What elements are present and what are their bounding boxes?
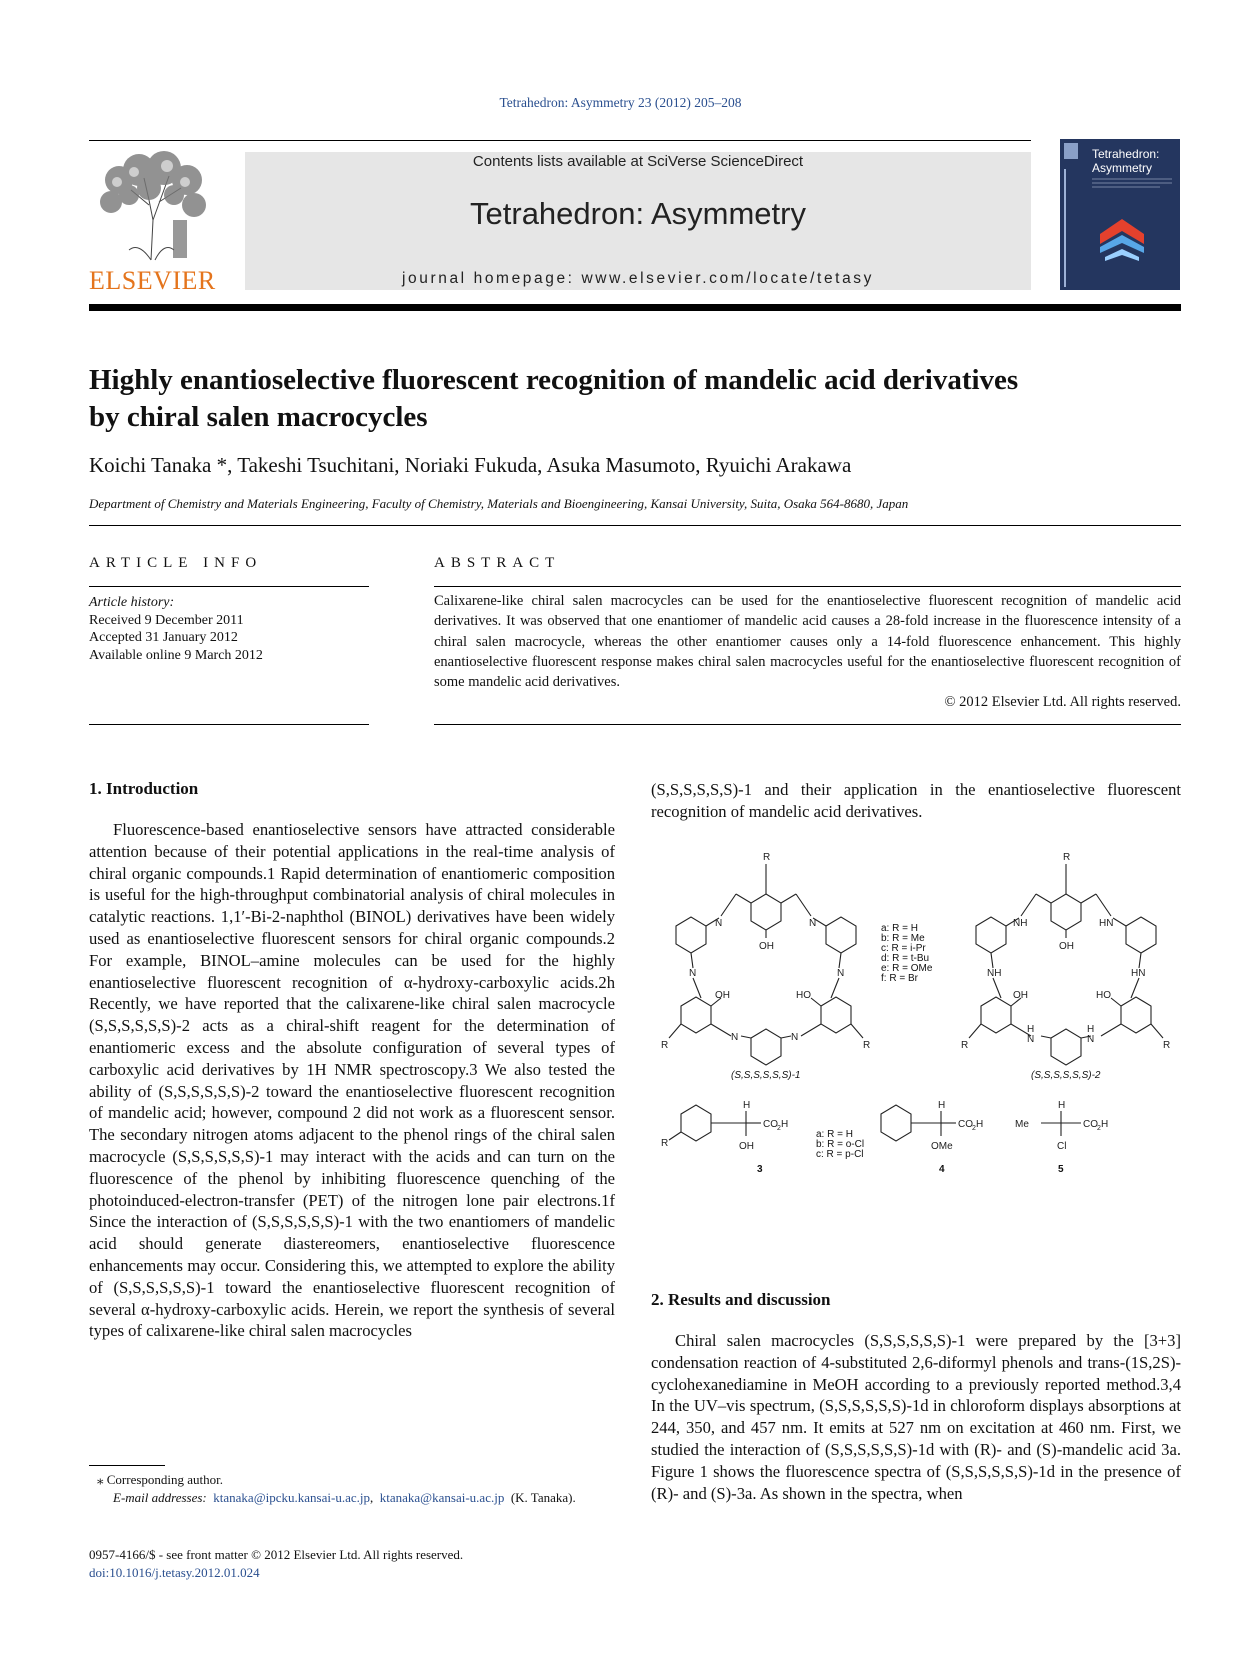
legend3-c: c: R = p-Cl bbox=[816, 1149, 864, 1160]
svg-text:2: 2 bbox=[777, 1125, 781, 1132]
legend3-b: b: R = o-Cl bbox=[816, 1139, 865, 1150]
svg-text:N: N bbox=[689, 968, 697, 979]
title-rule bbox=[89, 525, 1181, 526]
svg-text:Cl: Cl bbox=[1057, 1141, 1067, 1152]
svg-text:R: R bbox=[863, 1040, 871, 1051]
svg-text:OMe: OMe bbox=[931, 1141, 953, 1152]
title-line-1: Highly enantioselective fluorescent recognition of mandelic acid derivatives bbox=[89, 364, 1019, 396]
svg-text:N: N bbox=[791, 1032, 799, 1043]
svg-text:N: N bbox=[1027, 1034, 1035, 1045]
label-compound-1: (S,S,S,S,S,S)-1 bbox=[731, 1070, 801, 1081]
email-suffix: (K. Tanaka). bbox=[510, 1490, 576, 1505]
history-label: Article history: bbox=[89, 595, 175, 610]
results-body bbox=[651, 1330, 1181, 1504]
svg-text:N: N bbox=[809, 918, 817, 929]
title-line-2: by chiral salen macrocycles bbox=[89, 401, 428, 433]
intro-continued: (S,S,S,S,S,S)-1 and their application in the enantioselective fluorescent recognition of mandelic acid derivatives. bbox=[651, 780, 1181, 821]
online-date: Available online 9 March 2012 bbox=[89, 647, 263, 663]
email-link-1[interactable]: ktanaka@ipcku.kansai-u.ac.jp bbox=[213, 1490, 370, 1505]
svg-text:HN: HN bbox=[1099, 918, 1114, 929]
svg-text:N: N bbox=[1087, 1034, 1095, 1045]
svg-text:H: H bbox=[781, 1119, 789, 1130]
header-thick-rule bbox=[89, 304, 1181, 311]
email-label: E-mail addresses: bbox=[113, 1490, 207, 1505]
svg-text:N: N bbox=[731, 1032, 739, 1043]
svg-text:OH: OH bbox=[1059, 941, 1074, 952]
svg-text:R: R bbox=[661, 1138, 669, 1149]
svg-text:H: H bbox=[743, 1100, 751, 1111]
footnotes: ⁎ Corresponding author. E-mail addresses: ktanaka@ipcku.kansai-u.ac.jp, ktanaka@kansai-u.ac.jp (K. Tanaka). bbox=[89, 1471, 615, 1507]
intro-paragraph: Fluorescence-based enantioselective sensors have attracted considerable attention because of their potential applications in the real-time analysis of chiral organic compounds.1 Rapid determination of enantiomeric composition is useful for the high-throughput combinatorial analysis of chiral molecules in catalytic reactions. 1,1′-Bi-2-naphthol (BINOL) derivatives have been widely used as enantioselective fluorescent sensors for chiral organic compounds.2 For example, BINOL–amine molecules can be used for the highly enantioselective fluorescent recognition of α-hydroxy-carboxylic acids.2h Recently, we have reported that the calixarene-like chiral salen macrocycle (S,S,S,S,S,S)-2 acts as a chiral-shift reagent for the determination of enantiomeric excess and the absolute configuration of several types of carboxylic acid derivatives by 1H NMR spectroscopy.3 We also tested the ability of (S,S,S,S,S,S)-2 toward the enantioselective fluorescent recognition of mandelic acid; however, compound 2 did not work as a fluorescent sensor. The secondary nitrogen atoms adjacent to the phenol rings of the chiral salen macrocycle (S,S,S,S,S,S)-1 may interact with the acids and can turn on the fluorescence of the phenol by inhibiting fluorescence quenching of the photoinduced-electron-transfer (PET) of the nitrogen lone pair electrons.1f Since the interaction of (S,S,S,S,S,S)-1 with the two enantiomers of mandelic acid should generate diastereomers, enantioselective fluorescence enhancements may occur. Considering this, we attempted to explore the ability of (S,S,S,S,S,S)-1 toward the enantioselective fluorescent recognition of several α-hydroxy-carboxylic acids. Herein, we report the synthesis of several types of calixarene-like chiral salen macrocycles bbox=[89, 820, 615, 1341]
compound3-legend bbox=[816, 1130, 864, 1160]
journal-cover bbox=[1060, 139, 1180, 290]
issn-line: 0957-4166/$ - see front matter © 2012 Elsevier Ltd. All rights reserved. bbox=[89, 1547, 464, 1562]
author-list: Koichi Tanaka *, Takeshi Tsuchitani, Noriaki Fukuda, Asuka Masumoto, Ryuichi Arakawa bbox=[89, 453, 852, 477]
svg-text:OH: OH bbox=[739, 1141, 754, 1152]
svg-text:NH: NH bbox=[987, 968, 1002, 979]
svg-text:R: R bbox=[1063, 852, 1071, 863]
compound-legend bbox=[881, 924, 932, 984]
svg-text:NH: NH bbox=[1013, 918, 1028, 929]
article-history bbox=[89, 594, 263, 664]
number-5: 5 bbox=[1058, 1164, 1064, 1175]
legend3-a: a: R = H bbox=[816, 1129, 853, 1140]
legend-b: b: R = Me bbox=[881, 933, 925, 944]
results-paragraph: Chiral salen macrocycles (S,S,S,S,S,S)-1 were prepared by the [3+3] condensation reaction of 4-substituted 2,6-diformyl phenols and trans-(1S,2S)-cyclohexanediamine in MeOH according to a previously reported method.3,4 In the UV–vis spectrum, (S,S,S,S,S,S)-1d in chloroform displays absorptions at 244, 350, and 457 nm. It emits at 527 nm on excitation at 460 nm. First, we studied the interaction of (S,S,S,S,S,S)-1d with (R)- and (S)-mandelic acid 3a. Figure 1 shows the fluorescence spectra of (S,S,S,S,S,S)-1d in the presence of (R)- and (S)-3a. As shown in the spectra, when bbox=[651, 1331, 1181, 1503]
abstract-body bbox=[434, 591, 1181, 713]
article-title bbox=[89, 362, 1181, 436]
article-info-rule-bottom bbox=[89, 724, 369, 725]
article-info-heading: ARTICLE INFO bbox=[89, 555, 263, 571]
abstract-copyright: © 2012 Elsevier Ltd. All rights reserved. bbox=[944, 694, 1181, 711]
intro-heading: 1. Introduction bbox=[89, 779, 199, 798]
structure-drawing bbox=[651, 846, 1181, 1196]
elsevier-wordmark: ELSEVIER bbox=[89, 266, 216, 295]
footnote-rule bbox=[89, 1465, 165, 1466]
header-rule bbox=[89, 140, 1031, 141]
legend-a: a: R = H bbox=[881, 923, 918, 934]
contents-available: Contents lists available at SciVerse ScienceDirect bbox=[472, 153, 804, 170]
svg-text:R: R bbox=[763, 852, 771, 863]
accepted-date: Accepted 31 January 2012 bbox=[89, 630, 238, 645]
svg-text:2: 2 bbox=[1097, 1125, 1101, 1132]
legend-e: e: R = OMe bbox=[881, 963, 933, 974]
front-matter bbox=[89, 1546, 689, 1582]
svg-text:H: H bbox=[1058, 1100, 1066, 1111]
svg-text:OH: OH bbox=[715, 990, 730, 1001]
number-3: 3 bbox=[757, 1164, 763, 1175]
svg-text:Me: Me bbox=[1015, 1119, 1029, 1130]
svg-text:CO: CO bbox=[1083, 1119, 1098, 1130]
svg-text:R: R bbox=[1163, 1040, 1171, 1051]
svg-text:HN: HN bbox=[1131, 968, 1146, 979]
doi-link[interactable]: doi:10.1016/j.tetasy.2012.01.024 bbox=[89, 1565, 260, 1580]
article-info-rule-top bbox=[89, 586, 369, 587]
svg-text:N: N bbox=[837, 968, 845, 979]
svg-text:H: H bbox=[1087, 1024, 1095, 1035]
svg-text:H: H bbox=[1101, 1119, 1109, 1130]
cover-artwork bbox=[1060, 139, 1180, 290]
legend-f: f: R = Br bbox=[881, 973, 918, 984]
legend-d: d: R = t-Bu bbox=[881, 953, 930, 964]
svg-text:OH: OH bbox=[1013, 990, 1028, 1001]
number-4: 4 bbox=[939, 1164, 945, 1175]
svg-text:OH: OH bbox=[759, 941, 774, 952]
corresponding-author: ⁎ Corresponding author. bbox=[97, 1472, 224, 1487]
svg-text:H: H bbox=[1027, 1024, 1035, 1035]
abstract-text: Calixarene-like chiral salen macrocycles can be used for the enantioselective fluorescent recognition of mandelic acid derivatives. It was observed that one enantiomer of mandelic acid causes a 28-fold increase in the fluorescence intensity of a chiral salen macrocycle, whereas the other enantiomer causes only a 14-fold fluorescence enhancement. This highly enantioselective fluorescent response makes chiral salen macrocycles useful for the enantioselective fluorescent recognition of some mandelic acid derivatives. bbox=[434, 593, 1181, 691]
intro-body bbox=[89, 819, 615, 1342]
svg-text:N: N bbox=[715, 918, 723, 929]
svg-text:2: 2 bbox=[972, 1125, 976, 1132]
journal-homepage: journal homepage: www.elsevier.com/locate/tetasy bbox=[401, 270, 874, 287]
svg-text:CO: CO bbox=[958, 1119, 973, 1130]
received-date: Received 9 December 2011 bbox=[89, 612, 244, 628]
journal-title: Tetrahedron: Asymmetry bbox=[470, 196, 806, 231]
email-link-2[interactable]: ktanaka@kansai-u.ac.jp bbox=[379, 1490, 505, 1505]
cover-title: Tetrahedron: Asymmetry bbox=[1092, 147, 1160, 175]
abstract-rule-top bbox=[434, 586, 1181, 587]
svg-text:CO: CO bbox=[763, 1119, 778, 1130]
results-heading: 2. Results and discussion bbox=[651, 1290, 831, 1309]
svg-text:R: R bbox=[661, 1040, 669, 1051]
chemical-structures-figure bbox=[651, 846, 1181, 1196]
svg-text:H: H bbox=[976, 1119, 984, 1130]
label-compound-2: (S,S,S,S,S,S)-2 bbox=[1031, 1070, 1101, 1081]
elsevier-tree-logo bbox=[89, 150, 217, 262]
svg-text:HO: HO bbox=[1096, 990, 1111, 1001]
svg-text:R: R bbox=[961, 1040, 969, 1051]
svg-text:HO: HO bbox=[796, 990, 811, 1001]
abstract-rule-bottom bbox=[434, 724, 1181, 725]
abstract-heading: ABSTRACT bbox=[434, 555, 561, 571]
journal-citation: Tetrahedron: Asymmetry 23 (2012) 205–208 bbox=[499, 95, 742, 110]
affiliation: Department of Chemistry and Materials Engineering, Faculty of Chemistry, Materials and Bioengineering, Kansai University, Suita, Osaka 564-8680, Japan bbox=[89, 496, 909, 511]
legend-c: c: R = i-Pr bbox=[881, 943, 926, 954]
svg-text:H: H bbox=[938, 1100, 946, 1111]
